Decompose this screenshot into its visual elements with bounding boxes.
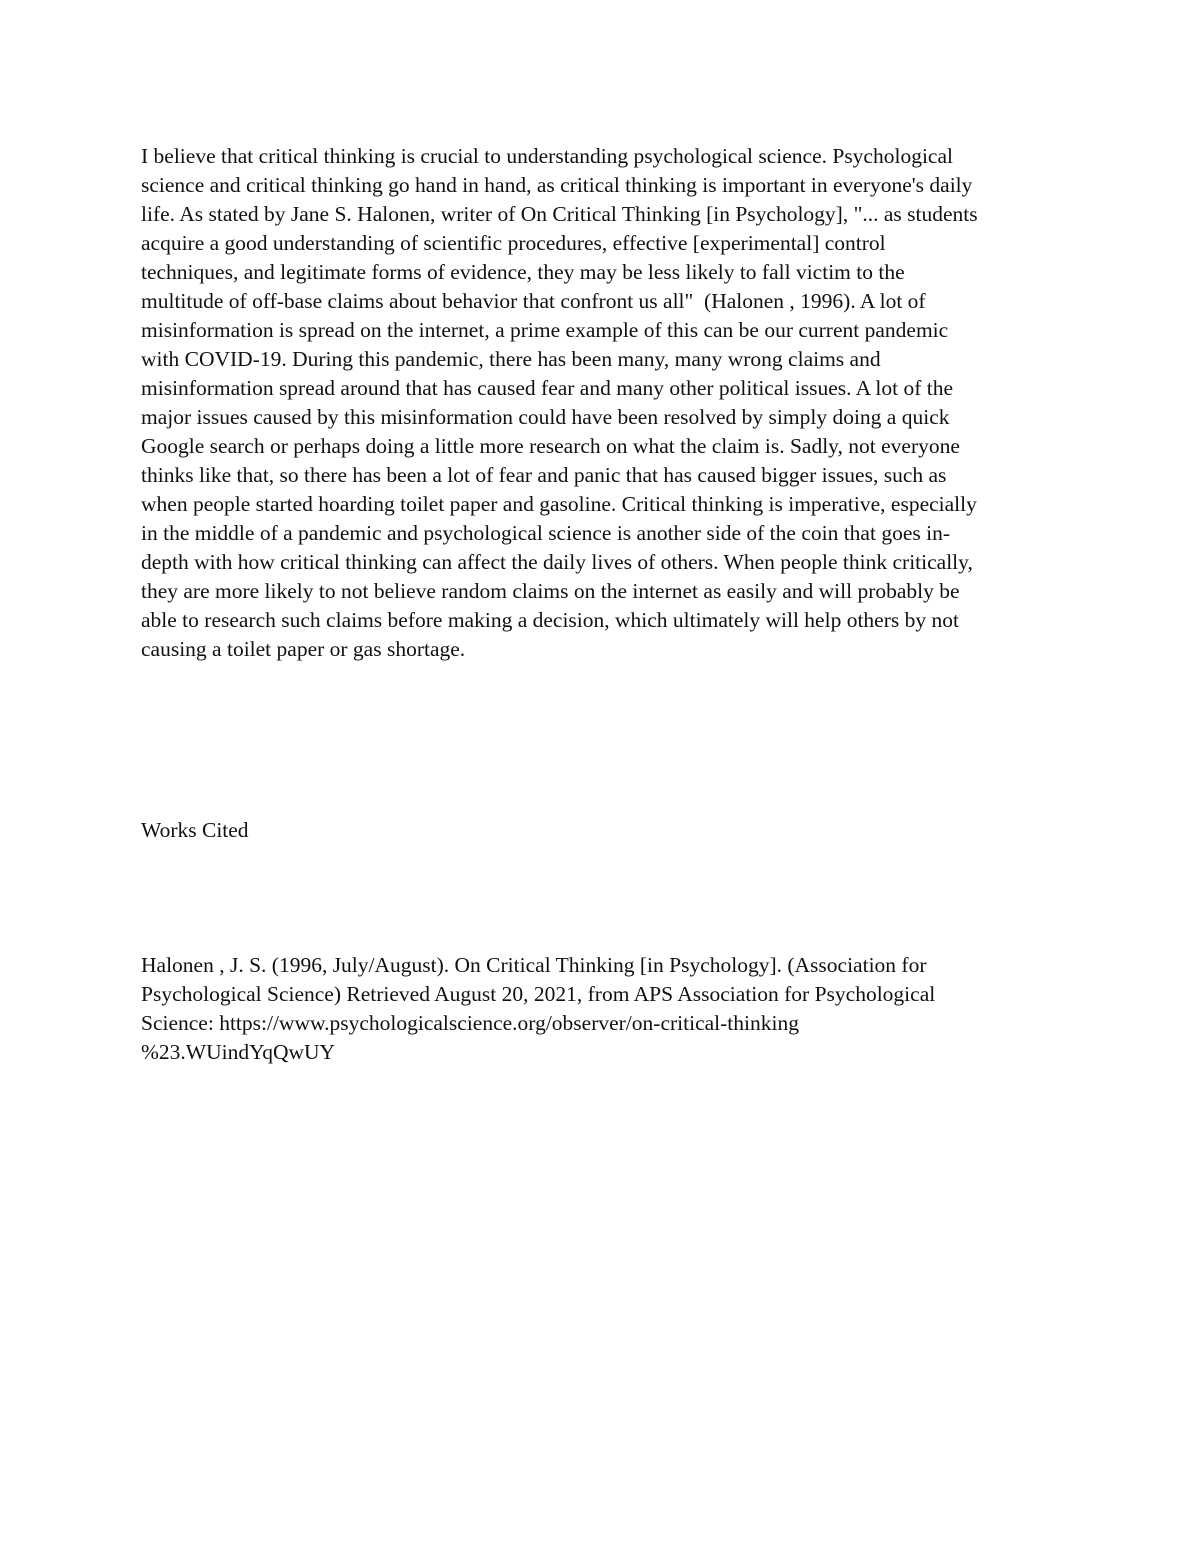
essay-line: acquire a good understanding of scientific procedures, effective [experimental] control: [141, 231, 886, 255]
essay-line: in the middle of a pandemic and psychological science is another side of the coin that goes in-: [141, 521, 950, 545]
essay-line: causing a toilet paper or gas shortage.: [141, 637, 466, 661]
citation-line: Science: https://www.psychologicalscience.org/observer/on-critical-thinking: [141, 1011, 799, 1035]
essay-line: when people started hoarding toilet paper and gasoline. Critical thinking is imperative, especially: [141, 492, 977, 516]
essay-line: I believe that critical thinking is crucial to understanding psychological science. Psychological: [141, 144, 953, 168]
essay-line: science and critical thinking go hand in hand, as critical thinking is important in everyone's daily: [141, 173, 973, 197]
works-cited-heading: Works Cited: [141, 818, 249, 842]
citation-line: Halonen , J. S. (1996, July/August). On Critical Thinking [in Psychology]. (Association for: [141, 953, 927, 977]
essay-line: thinks like that, so there has been a lot of fear and panic that has caused bigger issues, such as: [141, 463, 947, 487]
essay-line: multitude of off-base claims about behavior that confront us all" (Halonen , 1996). A lot of: [141, 289, 926, 313]
essay-line: misinformation is spread on the internet, a prime example of this can be our current pandemic: [141, 318, 949, 342]
citation-line: %23.WUindYqQwUY: [141, 1040, 336, 1064]
essay-line: depth with how critical thinking can affect the daily lives of others. When people think critically,: [141, 550, 973, 574]
essay-line: techniques, and legitimate forms of evidence, they may be less likely to fall victim to the: [141, 260, 905, 284]
essay-line: misinformation spread around that has caused fear and many other political issues. A lot of the: [141, 376, 954, 400]
essay-line: Google search or perhaps doing a little more research on what the claim is. Sadly, not everyone: [141, 434, 960, 458]
essay-line: with COVID-19. During this pandemic, there has been many, many wrong claims and: [141, 347, 881, 371]
essay-line: able to research such claims before making a decision, which ultimately will help others by not: [141, 608, 959, 632]
essay-line: they are more likely to not believe random claims on the internet as easily and will probably be: [141, 579, 960, 603]
essay-line: major issues caused by this misinformation could have been resolved by simply doing a quick: [141, 405, 950, 429]
essay-line: life. As stated by Jane S. Halonen, writer of On Critical Thinking [in Psychology], "... as students: [141, 202, 978, 226]
citation-line: Psychological Science) Retrieved August 20, 2021, from APS Association for Psychological: [141, 982, 936, 1006]
